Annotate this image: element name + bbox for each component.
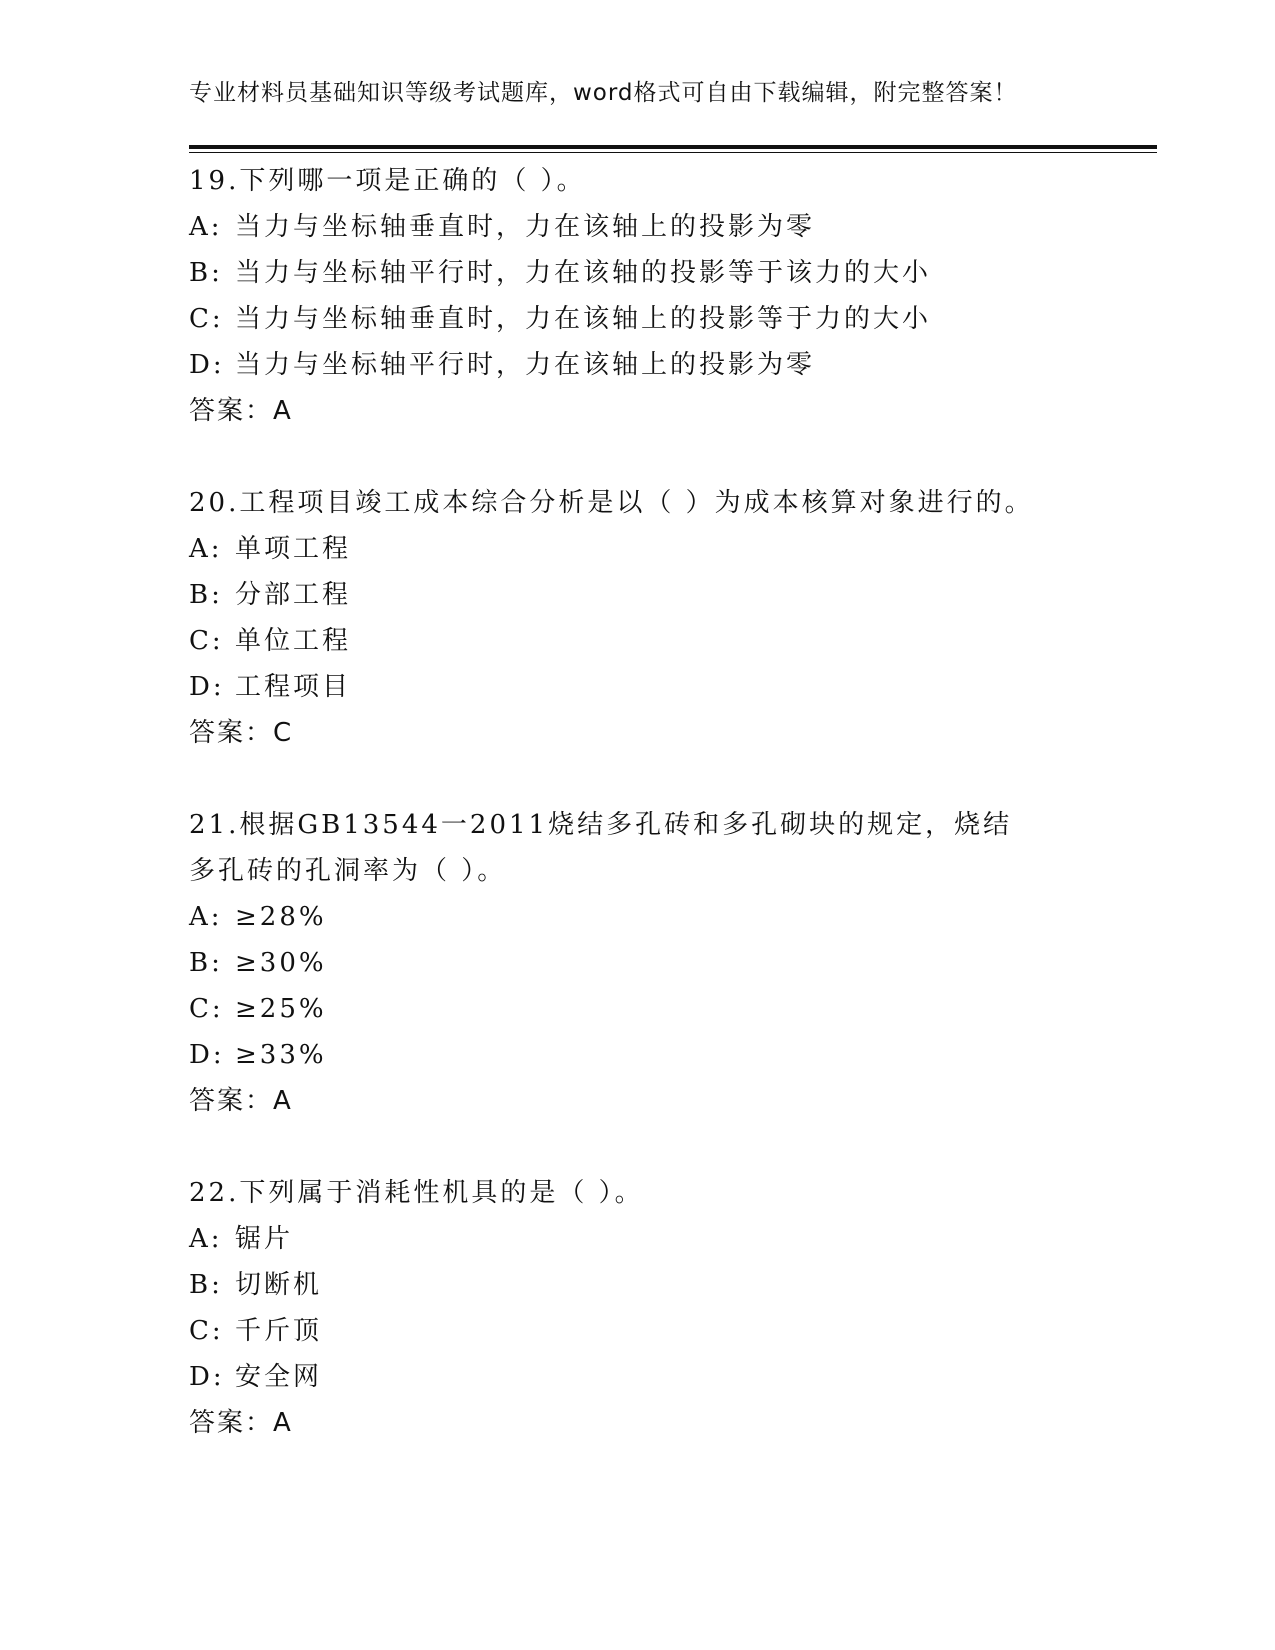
option-letter: A: — [189, 212, 223, 242]
option-text: 当力与坐标轴平行时，力在该轴上的投影为零 — [235, 350, 816, 380]
option-letter: D: — [189, 1040, 225, 1070]
option-letter: B: — [189, 1270, 223, 1300]
option-text: 锯片 — [235, 1224, 294, 1254]
option-letter: B: — [189, 948, 223, 978]
question-list — [189, 158, 1129, 1446]
option-a — [189, 526, 1129, 572]
option-text: ≥25% — [235, 994, 327, 1024]
answer-line: 答案：A — [189, 396, 293, 426]
header-rule-thin — [189, 152, 1157, 153]
header-rule-thick — [189, 145, 1157, 149]
question-stem: 21.根据GB13544一2011烧结多孔砖和多孔砌块的规定，烧结多孔砖的孔洞率为（ ）。 — [189, 810, 1013, 886]
question-19 — [189, 158, 1129, 434]
option-text: 当力与坐标轴平行时，力在该轴的投影等于该力的大小 — [235, 258, 932, 288]
question-stem: 22.下列属于消耗性机具的是（ ）。 — [189, 1178, 644, 1208]
option-b — [189, 572, 1129, 618]
option-text: 单项工程 — [235, 534, 352, 564]
option-c — [189, 618, 1129, 664]
option-letter: D: — [189, 1362, 225, 1392]
option-text: 千斤顶 — [235, 1316, 323, 1346]
question-stem: 19.下列哪一项是正确的（ ）。 — [189, 166, 586, 196]
option-d — [189, 1354, 1129, 1400]
question-21 — [189, 802, 1129, 1124]
option-letter: C: — [189, 304, 224, 334]
option-text: 当力与坐标轴垂直时，力在该轴上的投影为零 — [235, 212, 816, 242]
option-text: ≥33% — [235, 1040, 327, 1070]
option-text: ≥28% — [235, 902, 327, 932]
option-letter: C: — [189, 626, 224, 656]
option-text: 安全网 — [235, 1362, 323, 1392]
question-20 — [189, 480, 1129, 756]
option-letter: C: — [189, 994, 224, 1024]
option-text: 单位工程 — [235, 626, 352, 656]
option-c — [189, 296, 1129, 342]
option-a — [189, 204, 1129, 250]
option-letter: D: — [189, 350, 225, 380]
answer-line: 答案：A — [189, 1086, 293, 1116]
option-letter: A: — [189, 1224, 223, 1254]
option-c — [189, 986, 1129, 1032]
option-a — [189, 894, 1129, 940]
option-b — [189, 940, 1129, 986]
option-letter: A: — [189, 902, 223, 932]
option-d — [189, 1032, 1129, 1078]
page-header: 专业材料员基础知识等级考试题库，word格式可自由下载编辑，附完整答案！ — [189, 80, 1018, 106]
answer-line: 答案：C — [189, 718, 294, 748]
answer-line: 答案：A — [189, 1408, 293, 1438]
option-d — [189, 664, 1129, 710]
option-c — [189, 1308, 1129, 1354]
option-text: 切断机 — [235, 1270, 323, 1300]
option-letter: B: — [189, 580, 223, 610]
option-text: 当力与坐标轴垂直时，力在该轴上的投影等于力的大小 — [235, 304, 932, 334]
option-letter: D: — [189, 672, 225, 702]
option-letter: B: — [189, 258, 223, 288]
option-b — [189, 1262, 1129, 1308]
option-letter: C: — [189, 1316, 224, 1346]
option-text: 分部工程 — [235, 580, 352, 610]
option-b — [189, 250, 1129, 296]
option-d — [189, 342, 1129, 388]
option-a — [189, 1216, 1129, 1262]
question-stem: 20.工程项目竣工成本综合分析是以（ ）为成本核算对象进行的。 — [189, 488, 1034, 518]
question-22 — [189, 1170, 1129, 1446]
option-text: ≥30% — [235, 948, 327, 978]
option-text: 工程项目 — [235, 672, 352, 702]
option-letter: A: — [189, 534, 223, 564]
